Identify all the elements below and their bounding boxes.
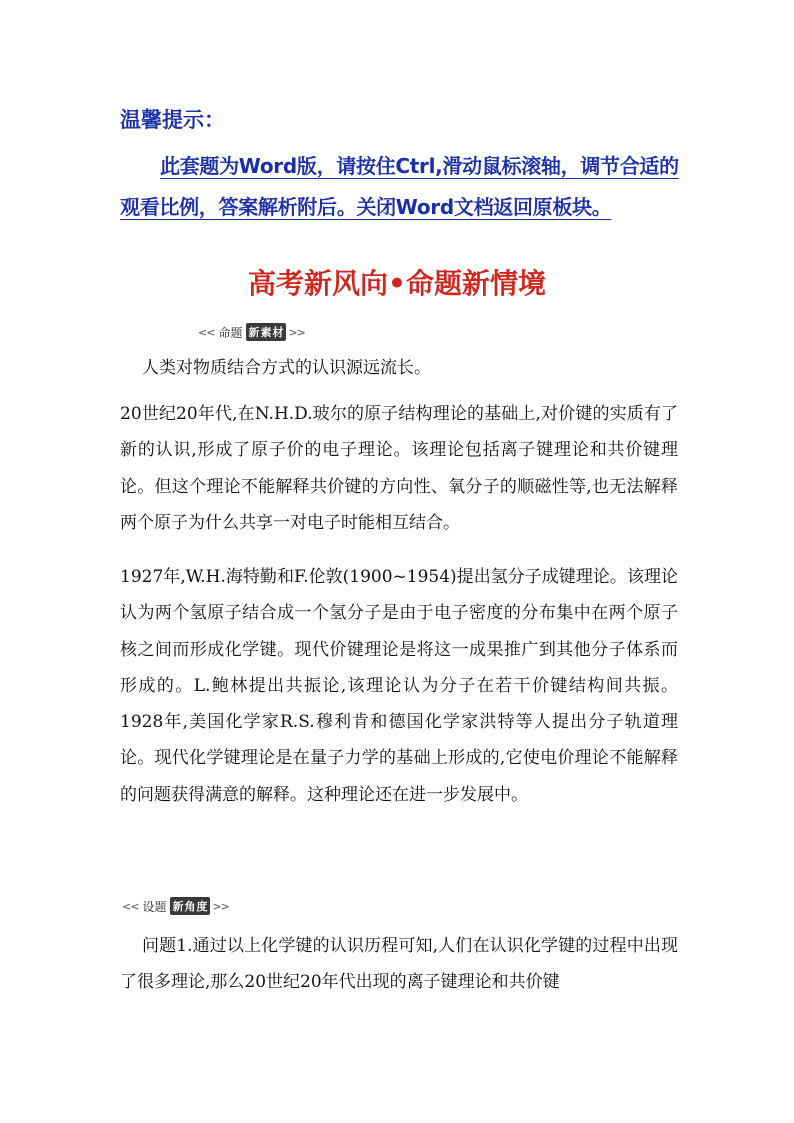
tag-label: 命题 [218,325,243,340]
notice-body: 此套题为Word版，请按住Ctrl,滑动鼠标滚轴，调节合适的观看比例，答案解析附后。关闭Word文档返回原板块。 [120,154,679,219]
tag-badge: 新角度 [170,897,210,915]
paragraph-1927: 1927年,W.H.海特勤和F.伦敦(1900~1954)提出氢分子成键理论。该理论认为两个氢原子结合成一个氢分子是由于电子密度的分布集中在两个原子核之间而形成化学键。现代价键理论是将这一成果推广到其他分子体系而形成的。L.鲍林提出共振论,该理论认为分子在若干价键结构间共振。1928年,美国化学家R.S.穆利肯和德国化学家洪特等人提出分子轨道理论。现代化学键理论是在量子力学的基础上形成的,它使电价理论不能解释的问题获得满意的解释。这种理论还在进一步发展中。 [120,567,678,805]
section-tag-question [122,896,229,916]
paragraph-1920s: 20世纪20年代,在N.H.D.玻尔的原子结构理论的基础上,对价键的实质有了新的认识,形成了原子价的电子理论。该理论包括离子键理论和共价键理论。但这个理论不能解释共价键的方向性、氧分子的顺磁性等,也无法解释两个原子为什么共享一对电子时能相互结合。 [120,404,678,533]
tag-label: 设题 [142,899,167,914]
question-1: 问题1.通过以上化学键的认识历程可知,人们在认识化学键的过程中出现了很多理论,那么20世纪20年代出现的离子键理论和共价键 [120,936,678,993]
notice-title: 温馨提示： [120,108,225,132]
page-title: 高考新风向•命题新情境 [248,267,546,300]
tag-wing-right-icon: >> [212,899,229,913]
tag-wing-left-icon: << [198,325,215,339]
tag-wing-right-icon: >> [288,325,305,339]
tag-wing-left-icon: << [122,899,139,913]
paragraph-intro: 人类对物质结合方式的认识源远流长。 [142,358,431,378]
tag-badge: 新素材 [246,323,286,341]
section-tag-material [198,322,305,342]
